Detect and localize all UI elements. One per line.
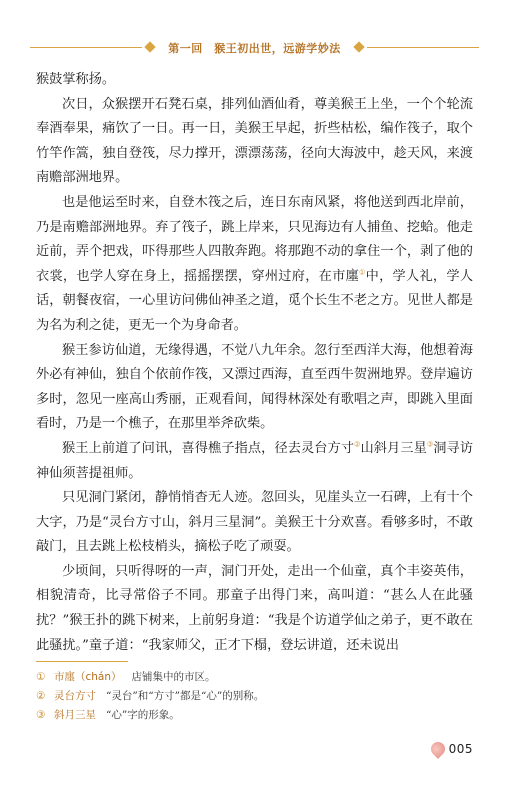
footnote-term: 斜月三星 [54,709,96,721]
paragraph-text: 山斜月三星 [360,440,427,456]
paragraph-text: 少顷间，只听得呀的一声，洞门开处，走出一个仙童，真个丰姿英伟，相貌清奇，比寻常俗子不同。那童子出得门来，高叫道：“甚么人在此骚扰？”猴王扑的跳下树来，上前躬身道：“我是个访道学仙之弟子，更不敢在此骚扰。”童子道：“我家师父，正才下榻，登坛讲道，还未说出 [36,563,473,653]
paragraph-text: 洞寻访神仙须菩提祖师。 [36,440,474,481]
header-diamond-right-icon [353,41,364,52]
paragraph [36,560,473,658]
paragraph [36,68,473,93]
footnote-text: “灵台”和“方寸”都是“心”的别称。 [106,690,265,702]
paragraph [36,93,473,191]
paragraph-text: 猴王上前道了问讯，喜得樵子指点，径去灵台方寸 [62,440,355,456]
footnote-ref[interactable]: ③ [426,440,434,449]
paragraph-text: 也是他运至时来，自登木筏之后，连日东南风紧，将他送到西北岸前，乃是南赡部洲地界。弃了筏子，跳上岸来，只见海边有人捕鱼、挖蛤。他走近前，弄个把戏，吓得那些人四散奔跑。将那跑不动的拿住一个，剥了他的衣裳，也学人穿在身上，摇摇摆摆，穿州过府，在市廛 [36,194,473,284]
paragraph-text: 只见洞门紧闭，静悄悄杳无人迹。忽回头，见崖头立一石碑，上有十个大字，乃是“灵台方寸山，斜月三星洞”。美猴王十分欢喜。看够多时，不敢敲门，且去跳上松枝梢头，摘松子吃了顽耍。 [36,490,473,555]
footnotes [36,668,473,725]
paragraph [36,191,473,339]
paragraph-text: 次日，众猴摆开石凳石桌，排列仙酒仙肴，尊美猴王上坐，一个个轮流奉酒奉果，痛饮了一日。再一日，美猴王早起，折些枯松，编作筏子，取个竹竿作篙，独自登筏，尽力撑开，漂漂荡荡，径向大海波中，趁天风，来渡南赡部洲地界。 [36,96,473,186]
paragraph [36,339,473,437]
footnote-term: 灵台方寸 [54,690,96,702]
peach-icon [428,739,448,759]
paragraph-text: 猴鼓掌称扬。 [36,72,116,87]
footnote-item [36,668,473,687]
header-diamond-left-icon [144,41,155,52]
footnote-ref[interactable]: ② [354,440,361,449]
footnote-item [36,706,473,725]
footnote-term: 市廛（chán） [54,671,122,683]
header-rule-right [367,47,479,48]
footnote-text: 店铺集中的市区。 [131,671,216,683]
paragraph [36,486,473,560]
page-number: 005 [448,742,473,756]
paragraph-text: 中，学人礼，学人话，朝餐夜宿，一心里访问佛仙神圣之道，觅个长生不老之方。见世人都是为名为利之徒，更无一个为身命者。 [36,268,474,333]
footnote-item [36,687,473,706]
paragraph [36,437,473,486]
footnote-mark: ① [36,671,46,683]
footnote-ref[interactable]: ① [359,268,366,277]
footnote-mark: ② [36,690,46,702]
running-header [0,38,509,58]
paragraph-text: 猴王参访仙道，无缘得遇，不觉八九年余。忽行至西洋大海，他想着海外必有神仙，独自个依前作筏，又漂过西海，直至西牛贺洲地界。登岸遍访多时，忽见一座高山秀丽，正观看间，闻得林深处有歌唱之声，即跳入里面看时，乃是一个樵子，在那里举斧砍柴。 [36,342,473,432]
header-rule-left [30,47,142,48]
footnote-text: “心”字的形象。 [106,709,180,721]
page-number-block [431,742,473,756]
chapter-title: 第一回 猴王初出世，远游学妙法 [164,40,345,56]
footnote-mark: ③ [36,709,46,721]
footnote-divider [36,661,128,662]
main-text [36,68,473,658]
